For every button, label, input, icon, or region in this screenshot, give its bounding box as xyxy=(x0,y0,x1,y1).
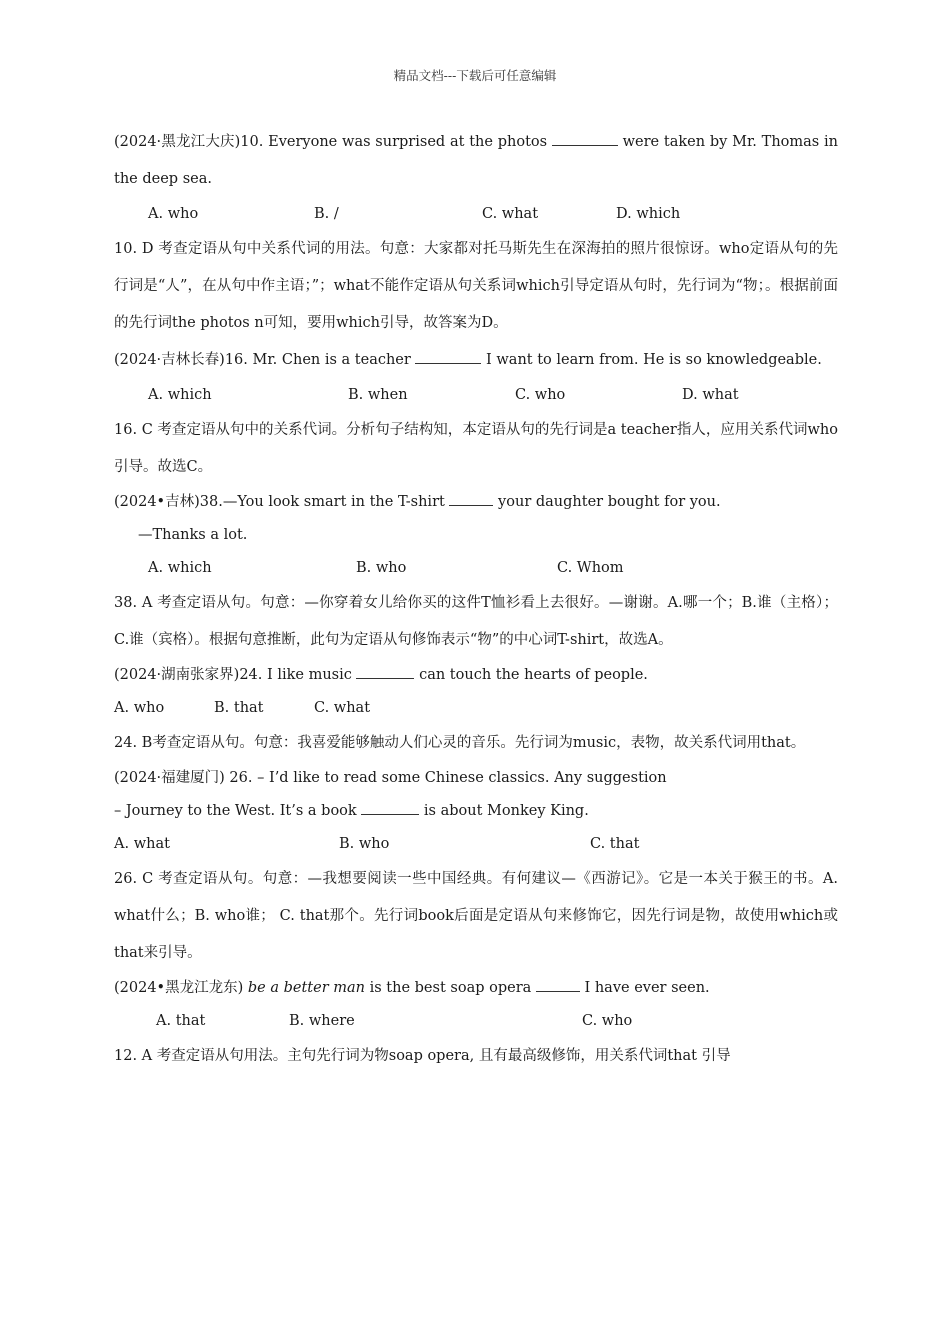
answer-blank xyxy=(415,351,481,364)
option-c: C. what xyxy=(314,700,371,716)
answer-text: 16. C 考查定语从句中的关系代词。分析句子结构知，本定语从句的先行词是a teacher指人，应用关系代词who引导。故选C。 xyxy=(114,422,838,475)
question-text: (2024·湖南张家界)24. I like music xyxy=(114,667,357,683)
option-b: B. who xyxy=(339,836,390,852)
drama-title: be a better man xyxy=(247,980,365,996)
question-text-cont: were taken by Mr. Thomas in the deep sea. xyxy=(114,134,838,187)
option-b: B. who xyxy=(356,560,407,576)
answer-blank xyxy=(552,133,618,146)
question-16-changchun xyxy=(114,342,838,379)
option-a: A. which xyxy=(148,387,212,403)
answer-explanation xyxy=(114,412,838,486)
document-body xyxy=(114,124,838,1075)
option-a: A. that xyxy=(156,1013,206,1029)
option-a: A. what xyxy=(114,836,170,852)
question-text-cont: I want to learn from. He is so knowledgeable. xyxy=(481,352,822,368)
answer-explanation: 24. B考查定语从句。句意：我喜爱能够触动人们心灵的音乐。先行词为music，表物，故关系代词用that。 xyxy=(114,735,806,751)
answer-explanation: 26. C 考查定语从句。句意：—我想要阅读一些中国经典。有何建议—《西游记》。它是一本关于猴王的书。A. what什么；B. who谁； C. that那个。先行词book后面是定语从句来修饰它，因先行词是物，故使用which或that来引导。 xyxy=(114,871,838,961)
option-a: A. who xyxy=(114,700,165,716)
options-row xyxy=(114,828,838,861)
answer-blank xyxy=(361,802,419,815)
answer-explanation: 10. D 考查定语从句中关系代词的用法。句意：大家都对托马斯先生在深海拍的照片很惊讶。who定语从句的先行词是“人”，在从句中作主语；”；what不能作定语从句关系词which引导定语从句时，先行词为“物；。根据前面的先行词the photos n可知，要用which引导，故答案为D。 xyxy=(114,241,838,331)
question-response xyxy=(114,795,838,828)
options-row xyxy=(114,692,838,725)
question-26-xiamen: (2024·福建厦门) 26. – I’d like to read some Chinese classics. Any suggestion xyxy=(114,770,667,786)
question-38-jilin xyxy=(114,486,838,519)
question-text-cont: is about Monkey King. xyxy=(419,803,589,819)
question-response: —Thanks a lot. xyxy=(138,527,248,543)
page-header: 精品文档---下载后可任意编辑 xyxy=(393,68,557,83)
option-b: B. where xyxy=(289,1013,355,1029)
answer-blank xyxy=(356,666,414,679)
option-d: D. which xyxy=(616,206,681,222)
question-text-cont: your daughter bought for you. xyxy=(493,494,721,510)
option-b: B. that xyxy=(214,700,264,716)
question-text: – Journey to the West. It’s a book xyxy=(114,803,362,819)
option-d: D. what xyxy=(682,387,739,403)
option-c: C. who xyxy=(515,387,566,403)
option-c: C. that xyxy=(590,836,640,852)
question-24-zhangjiajie xyxy=(114,659,838,692)
question-text-cont: can touch the hearts of people. xyxy=(414,667,648,683)
question-text: (2024·黑龙江大庆)10. Everyone was surprised at the photos xyxy=(114,134,552,150)
question-text: (2024•吉林)38.—You look smart in the T-shirt xyxy=(114,494,450,510)
options-row xyxy=(114,379,838,412)
answer-explanation: 12. A 考查定语从句用法。主句先行词为物soap opera, 且有最高级修饰，用关系代词that 引导 xyxy=(114,1048,731,1064)
answer-explanation: 38. A 考查定语从句。句意：—你穿着女儿给你买的这件T恤衫看上去很好。—谢谢。A.哪一个；B.谁（主格）；C.谁（宾格）。根据句意推断，此句为定语从句修饰表示“物”的中心词T-shirt，故选A。 xyxy=(114,595,838,648)
question-10-daqing xyxy=(114,124,838,198)
options-row xyxy=(114,198,838,231)
options-row xyxy=(114,1005,838,1038)
question-text-end: I have ever seen. xyxy=(579,980,710,996)
option-c: C. what xyxy=(482,206,539,222)
question-12-longdong xyxy=(114,972,838,1005)
option-c: C. Whom xyxy=(557,560,624,576)
question-text-cont: is the best soap opera xyxy=(365,980,536,996)
option-c: C. who xyxy=(582,1013,633,1029)
option-b: B. when xyxy=(348,387,408,403)
answer-blank xyxy=(536,979,580,992)
option-a: A. which xyxy=(148,560,212,576)
question-text: (2024•黑龙江龙东) xyxy=(114,980,248,996)
question-text: (2024·吉林长春)16. Mr. Chen is a teacher xyxy=(114,352,416,368)
option-a: A. who xyxy=(148,206,199,222)
options-row xyxy=(114,552,838,585)
option-b: B. / xyxy=(314,206,339,222)
answer-blank xyxy=(449,493,493,506)
